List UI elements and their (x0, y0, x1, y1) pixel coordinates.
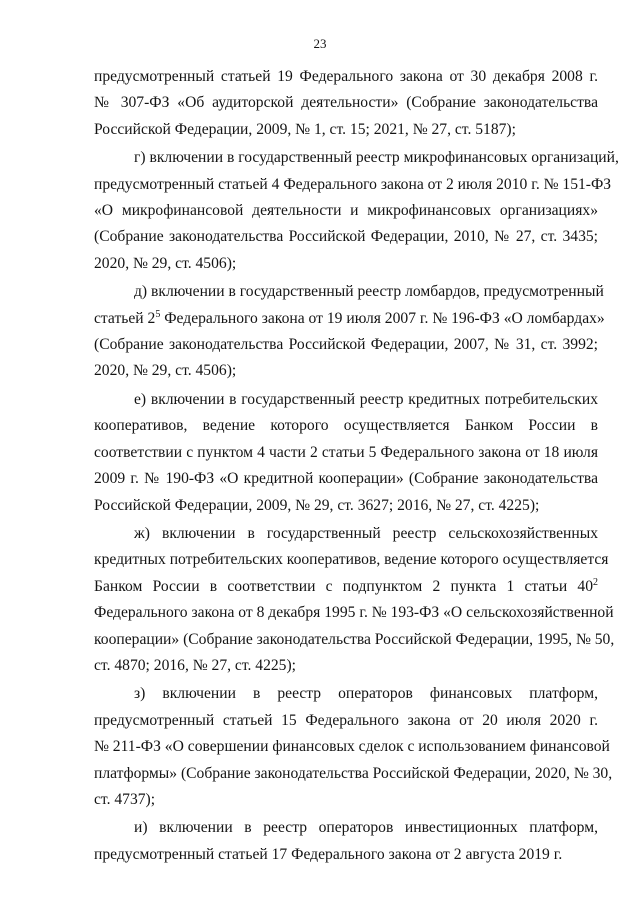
paragraph-item-z (94, 681, 613, 813)
page-number: 23 (313, 36, 327, 51)
paragraph-item-e (94, 387, 598, 519)
text-line: Банком России в соответствии с подпунктом 2 пункта 1 статьи $40^2$ (94, 576, 598, 595)
paragraph-continuation (94, 64, 598, 143)
text-line: кредитных потребительских кооперативов, ведение которого осуществляется (94, 551, 609, 569)
text-line: Федерального закона от 8 декабря 1995 г. № 193-ФЗ «О сельскохозяйственной (94, 604, 614, 622)
text-line: Российской Федерации, 2009, № 29, ст. 3627; 2016, № 27, ст. 4225); (94, 496, 540, 514)
text-line: и) включении в реестр операторов инвестиционных платформ, (134, 819, 598, 837)
text-line: Российской Федерации, 2009, № 1, ст. 15; 2021, № 27, ст. 5187); (94, 120, 516, 138)
text-line: г) включении в государственный реестр микрофинансовых организаций, (134, 149, 619, 167)
paragraph-item-i (94, 815, 598, 868)
text-line: (Собрание законодательства Российской Федерации, 2007, № 31, ст. 3992; (94, 336, 598, 354)
paragraph-item-zh (94, 521, 615, 679)
paragraph-item-g (94, 145, 619, 277)
text-line: № 307-ФЗ «Об аудиторской деятельности» (Собрание законодательства (94, 94, 598, 112)
text-line: д) включении в государственный реестр ломбардов, предусмотренный (134, 283, 604, 301)
document-body (94, 64, 619, 868)
text-line: 2020, № 29, ст. 4506); (94, 254, 237, 272)
text-line: статьей $2^5$ Федерального закона от 19 июля 2007 г. № 196-ФЗ «О ломбардах» (94, 308, 605, 327)
text-line: предусмотренный статьей 15 Федерального закона от 20 июля 2020 г. (94, 711, 598, 729)
text-line: з) включении в реестр операторов финансовых платформ, (134, 685, 598, 703)
superscript-index: 5 (155, 308, 161, 320)
text-line: платформы» (Собрание законодательства Российской Федерации, 2020, № 30, (94, 764, 613, 782)
text-line: предусмотренный статьей 19 Федерального закона от 30 декабря 2008 г. (94, 68, 598, 85)
text-line: предусмотренный статьей 4 Федерального закона от 2 июля 2010 г. № 151-ФЗ (94, 175, 612, 193)
superscript-index: 2 (593, 576, 598, 588)
text-line: ст. 4737); (94, 790, 156, 808)
text-line: 2009 г. № 190-ФЗ «О кредитной кооперации» (Собрание законодательства (94, 470, 598, 488)
text-line: (Собрание законодательства Российской Федерации, 2010, № 27, ст. 3435; (94, 228, 598, 246)
text-line: ст. 4870; 2016, № 27, ст. 4225); (94, 656, 297, 674)
text-line: 2020, № 29, ст. 4506); (94, 362, 237, 380)
paragraph-item-d (94, 279, 605, 385)
text-line: кооперации» (Собрание законодательства Российской Федерации, 1995, № 50, (94, 630, 615, 648)
text-line: е) включении в государственный реестр кредитных потребительских (134, 390, 598, 408)
text-line: кооперативов, ведение которого осуществляется Банком России в (94, 417, 598, 435)
text-line: ж) включении в государственный реестр сельскохозяйственных (134, 524, 598, 542)
text-line: соответствии с пунктом 4 части 2 статьи 5 Федерального закона от 18 июля (94, 443, 598, 461)
text-line: «О микрофинансовой деятельности и микрофинансовых организациях» (94, 202, 598, 220)
text-line: № 211-ФЗ «О совершении финансовых сделок с использованием финансовой (94, 738, 610, 756)
text-line: предусмотренный статьей 17 Федерального закона от 2 августа 2019 г. (94, 845, 563, 863)
